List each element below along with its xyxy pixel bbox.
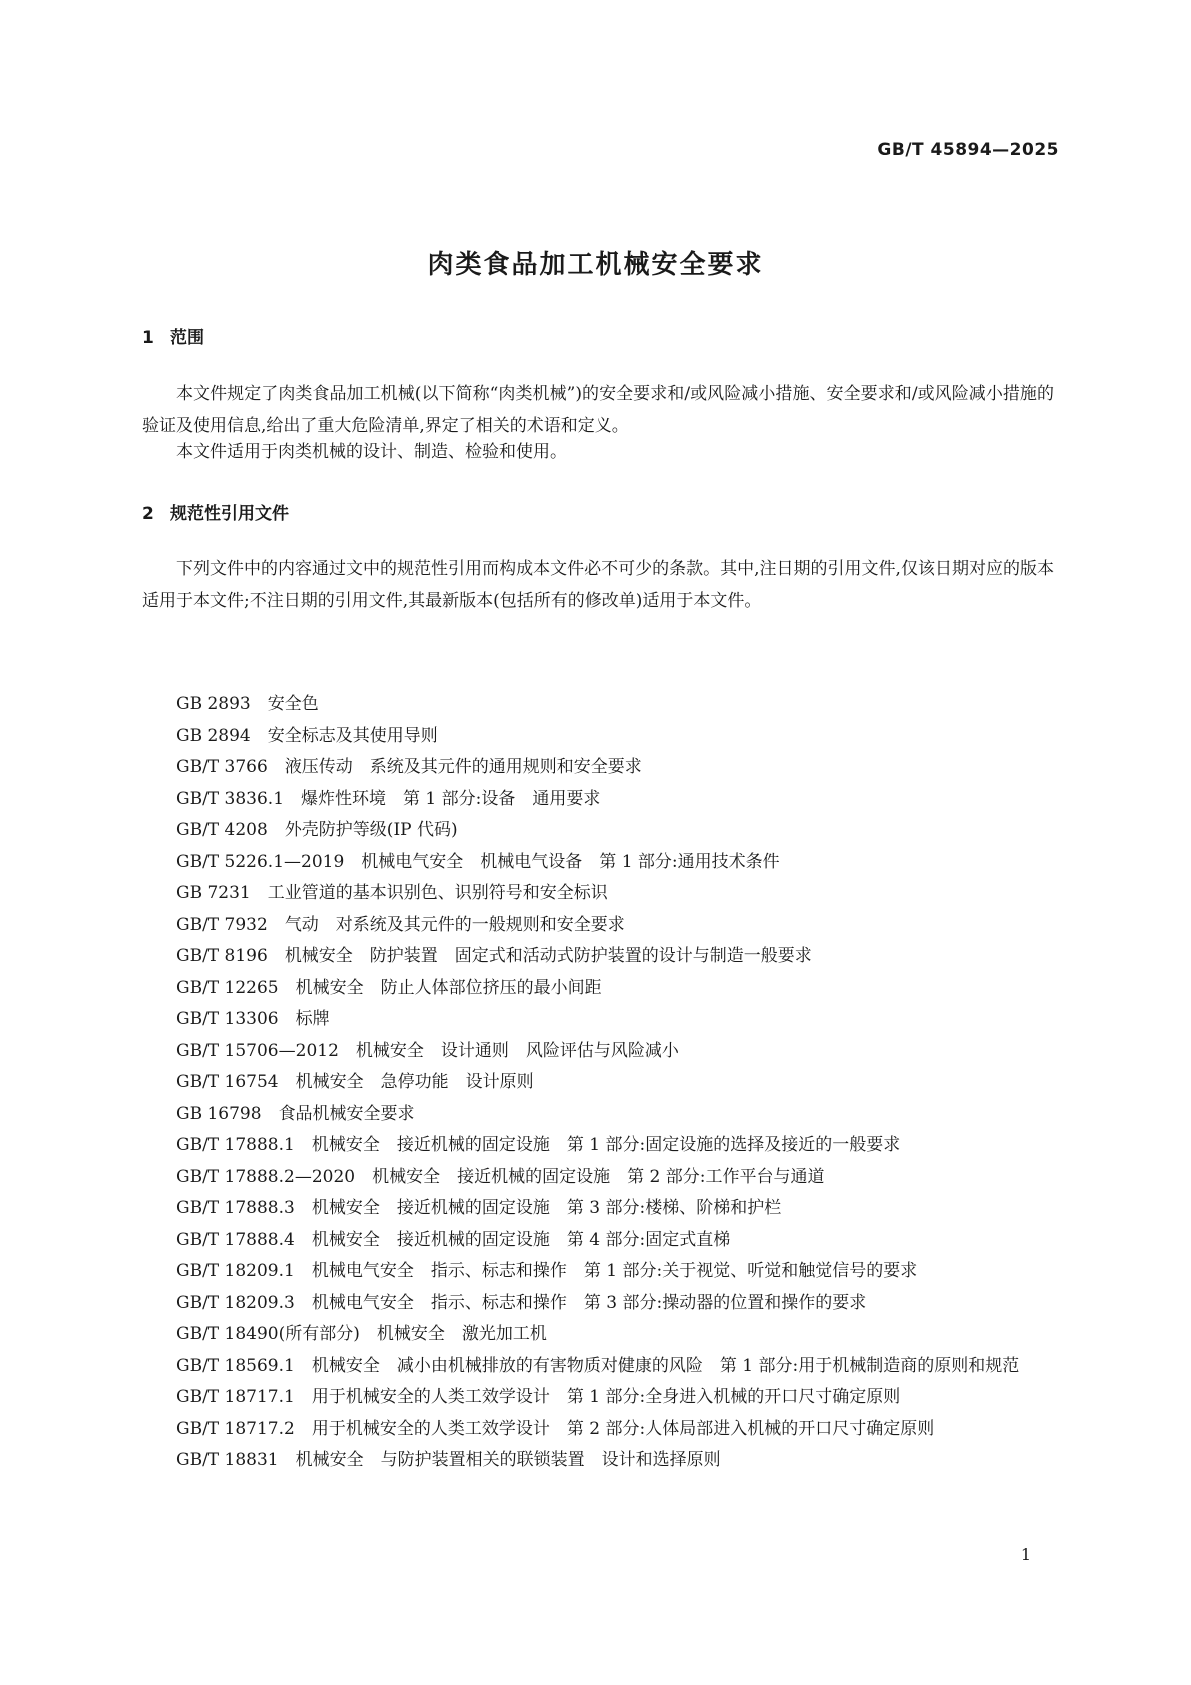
- reference-title: 气动 对系统及其元件的一般规则和安全要求: [284, 914, 625, 935]
- reference-title: 机械安全 激光加工机: [376, 1324, 547, 1344]
- reference-item: [142, 910, 1054, 942]
- document-title: 肉类食品加工机械安全要求: [427, 250, 764, 280]
- reference-item: [142, 1130, 1054, 1162]
- reference-code: GB 2894: [176, 725, 251, 746]
- reference-title: 用于机械安全的人类工效学设计 第 1 部分:全身进入机械的开口尺寸确定原则: [311, 1387, 901, 1407]
- reference-item: [142, 1099, 1054, 1131]
- reference-title: 机械安全 接近机械的固定设施 第 2 部分:工作平台与通道: [372, 1166, 825, 1187]
- reference-code: GB/T 17888.2—2020: [176, 1166, 356, 1187]
- reference-code: GB/T 17888.3: [176, 1198, 295, 1218]
- reference-title: 机械安全 接近机械的固定设施 第 3 部分:楼梯、阶梯和护栏: [311, 1198, 782, 1218]
- reference-title: 机械安全 急停功能 设计原则: [295, 1072, 534, 1092]
- reference-code: GB/T 7932: [176, 914, 268, 935]
- reference-title: 机械安全 减小由机械排放的有害物质对健康的风险 第 1 部分:用于机械制造商的原则和规范: [311, 1355, 1020, 1376]
- reference-item: [142, 1288, 1054, 1320]
- reference-title: 机械电气安全 指示、标志和操作 第 3 部分:操动器的位置和操作的要求: [311, 1292, 867, 1313]
- reference-item: [142, 815, 1054, 847]
- section-heading-scope: [142, 323, 204, 348]
- reference-title: 食品机械安全要求: [278, 1103, 415, 1124]
- reference-code: GB/T 18490(所有部分): [176, 1324, 360, 1344]
- reference-item: [142, 1351, 1054, 1383]
- reference-code: GB/T 18831: [176, 1450, 279, 1470]
- reference-item: [142, 1256, 1054, 1288]
- reference-item: [142, 973, 1054, 1005]
- reference-item: [142, 752, 1054, 784]
- reference-code: GB/T 8196: [176, 946, 268, 966]
- reference-code: GB/T 3766: [176, 757, 268, 777]
- scope-paragraph-2: 本文件适用于肉类机械的设计、制造、检验和使用。: [176, 442, 567, 462]
- reference-code: GB/T 13306: [176, 1009, 279, 1029]
- reference-list: [142, 689, 1054, 1477]
- reference-item: [142, 1445, 1054, 1477]
- reference-item: [142, 1162, 1054, 1194]
- reference-title: 安全标志及其使用导则: [267, 725, 438, 746]
- reference-code: GB/T 17888.4: [176, 1229, 295, 1250]
- page-number: 1: [1020, 1545, 1031, 1564]
- references-intro-paragraph: 下列文件中的内容通过文中的规范性引用而构成本文件必不可少的条款。其中,注日期的引用文件,仅该日期对应的版本适用于本文件;不注日期的引用文件,其最新版本(包括所有的修改单)适用于本文件。: [142, 559, 1054, 611]
- reference-code: GB 7231: [176, 883, 251, 903]
- reference-item: [142, 1036, 1054, 1068]
- reference-title: 机械安全 接近机械的固定设施 第 4 部分:固定式直梯: [311, 1229, 731, 1250]
- reference-title: 机械安全 设计通则 风险评估与风险减小: [355, 1040, 679, 1061]
- reference-code: GB/T 5226.1—2019: [176, 851, 345, 872]
- reference-item: [142, 941, 1054, 973]
- reference-title: 机械电气安全 指示、标志和操作 第 1 部分:关于视觉、听觉和触觉信号的要求: [311, 1261, 918, 1281]
- reference-title: 工业管道的基本识别色、识别符号和安全标识: [267, 883, 608, 903]
- reference-item: [142, 1067, 1054, 1099]
- reference-code: GB 16798: [176, 1103, 262, 1124]
- reference-title: 机械安全 防止人体部位挤压的最小间距: [295, 977, 602, 998]
- reference-title: 外壳防护等级(IP 代码): [284, 820, 458, 840]
- reference-item: [142, 1319, 1054, 1351]
- scope-paragraph-1: 本文件规定了肉类食品加工机械(以下简称“肉类机械”)的安全要求和/或风险减小措施、安全要求和/或风险减小措施的验证及使用信息,给出了重大危险清单,界定了相关的术语和定义。: [142, 384, 1054, 436]
- reference-item: [142, 1414, 1054, 1446]
- reference-item: [142, 784, 1054, 816]
- reference-code: GB/T 17888.1: [176, 1135, 295, 1155]
- reference-item: [142, 1004, 1054, 1036]
- reference-item: [142, 721, 1054, 753]
- reference-code: GB/T 18209.1: [176, 1261, 295, 1281]
- reference-code: GB/T 18717.1: [176, 1387, 295, 1407]
- standard-number: GB/T 45894—2025: [877, 140, 1059, 160]
- reference-title: 爆炸性环境 第 1 部分:设备 通用要求: [301, 788, 601, 809]
- section-number: 2: [142, 504, 154, 524]
- reference-item: [142, 689, 1054, 721]
- reference-title: 用于机械安全的人类工效学设计 第 2 部分:人体局部进入机械的开口尺寸确定原则: [311, 1418, 935, 1439]
- reference-code: GB/T 3836.1: [176, 788, 285, 809]
- reference-code: GB/T 16754: [176, 1072, 279, 1092]
- reference-item: [142, 1225, 1054, 1257]
- reference-item: [142, 1382, 1054, 1414]
- reference-title: 机械安全 与防护装置相关的联锁装置 设计和选择原则: [295, 1450, 721, 1470]
- reference-code: GB/T 18209.3: [176, 1292, 295, 1313]
- section-title: 范围: [170, 328, 204, 348]
- reference-code: GB/T 12265: [176, 977, 279, 998]
- reference-title: 机械安全 接近机械的固定设施 第 1 部分:固定设施的选择及接近的一般要求: [311, 1135, 901, 1155]
- reference-title: 安全色: [267, 694, 319, 714]
- reference-code: GB/T 15706—2012: [176, 1040, 339, 1061]
- reference-code: GB 2893: [176, 694, 251, 714]
- section-title: 规范性引用文件: [170, 504, 289, 524]
- reference-title: 机械电气安全 机械电气设备 第 1 部分:通用技术条件: [361, 851, 780, 872]
- reference-item: [142, 1193, 1054, 1225]
- reference-title: 机械安全 防护装置 固定式和活动式防护装置的设计与制造一般要求: [284, 946, 812, 966]
- reference-item: [142, 847, 1054, 879]
- reference-title: 液压传动 系统及其元件的通用规则和安全要求: [284, 757, 642, 777]
- reference-title: 标牌: [295, 1009, 330, 1029]
- section-number: 1: [142, 328, 154, 348]
- reference-code: GB/T 4208: [176, 820, 268, 840]
- section-heading-normative-references: [142, 499, 289, 524]
- reference-code: GB/T 18569.1: [176, 1355, 295, 1376]
- reference-code: GB/T 18717.2: [176, 1418, 295, 1439]
- reference-item: [142, 878, 1054, 910]
